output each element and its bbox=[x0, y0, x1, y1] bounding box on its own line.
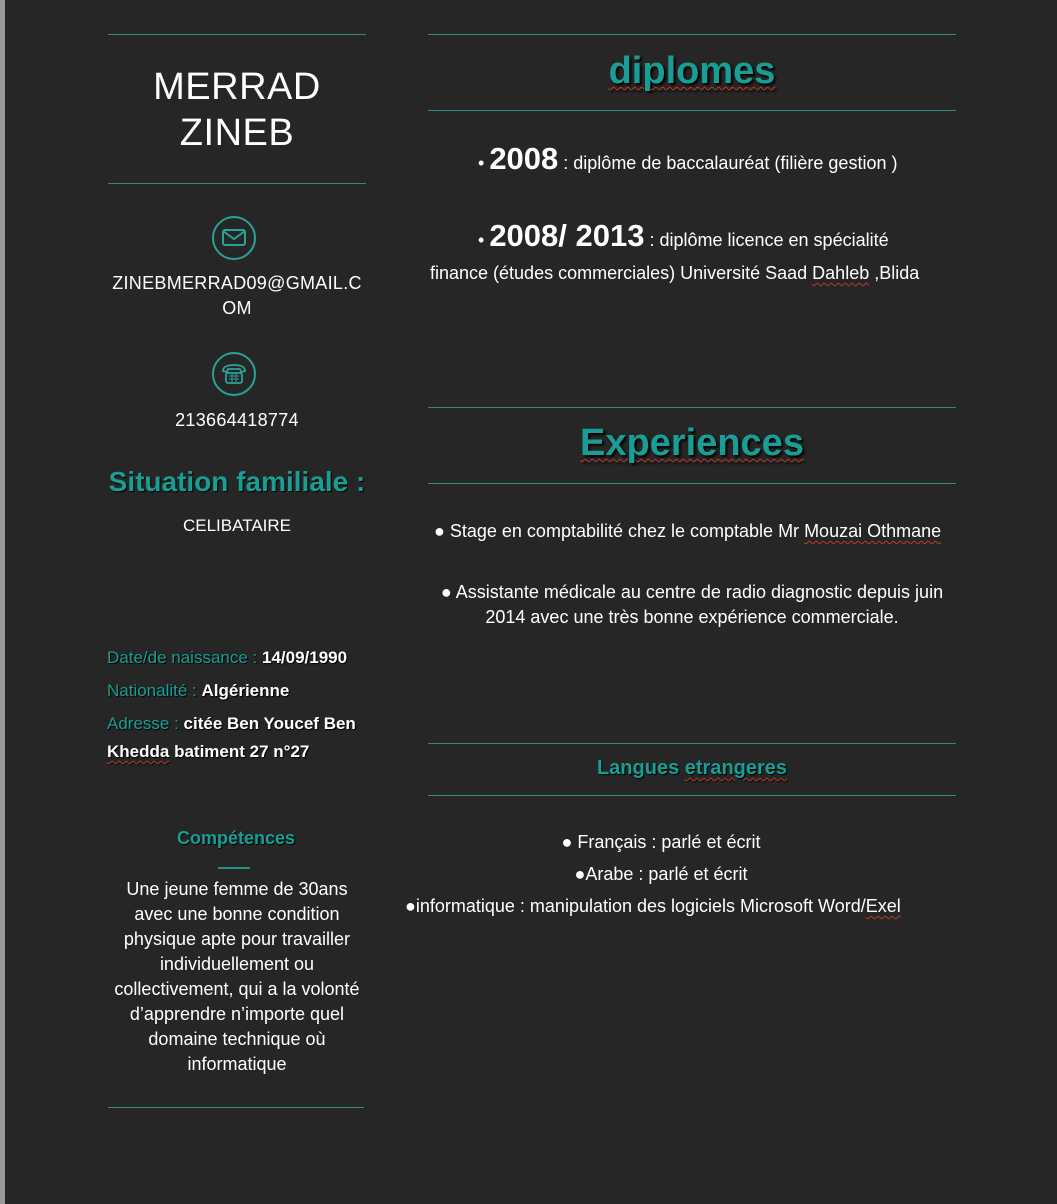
diplome-text-2-c: ,Blida bbox=[869, 263, 920, 283]
diplome-year-2: 2008/ 2013 bbox=[489, 218, 645, 253]
address-value-line2-b: batiment 27 n°27 bbox=[169, 742, 310, 761]
diplome-text-2-b: Dahleb bbox=[812, 263, 870, 283]
email-address[interactable] bbox=[104, 271, 370, 321]
envelope-icon bbox=[212, 216, 256, 260]
divider-under-name bbox=[108, 183, 366, 184]
competences-line: individuellement ou bbox=[159, 954, 315, 974]
email-line-2: OM bbox=[222, 298, 252, 318]
langues-title-b: etrangeres bbox=[684, 757, 788, 779]
divider-experiences-bottom bbox=[428, 483, 956, 484]
diplome-text-1: : diplôme de baccalauréat (filière gestion ) bbox=[558, 153, 898, 173]
address-value-line2-a: Khedda bbox=[107, 742, 170, 761]
situation-title: Situation familiale : bbox=[108, 466, 366, 497]
competences-text bbox=[104, 877, 370, 1077]
diplome-text-2-line1: : diplôme licence en spécialité bbox=[644, 230, 889, 250]
langue-item-2: ●Arabe : parlé et écrit bbox=[574, 864, 748, 884]
situation-value: CELIBATAIRE bbox=[182, 516, 291, 535]
divider-bottom-left bbox=[108, 1107, 364, 1108]
telephone-icon bbox=[212, 352, 256, 396]
competences-line: Une jeune femme de 30ans bbox=[126, 879, 348, 899]
experience-text-2-line2: 2014 avec une très bonne expérience commerciale. bbox=[485, 607, 899, 627]
divider-top-left bbox=[108, 34, 366, 35]
bullet: • bbox=[478, 230, 490, 250]
phone-number[interactable]: 213664418774 bbox=[175, 410, 299, 430]
competences-line: d’apprendre n’importe quel bbox=[129, 1004, 345, 1024]
competences-line: domaine technique où bbox=[148, 1029, 326, 1049]
birth-date-row bbox=[107, 641, 377, 674]
address-value-line1: citée Ben Youcef Ben bbox=[183, 714, 356, 733]
nationality-label: Nationalité : bbox=[107, 681, 202, 700]
divider-diplomes-top bbox=[428, 34, 956, 35]
divider-langues-top bbox=[428, 743, 956, 744]
name-first-line: MERRAD bbox=[153, 66, 321, 108]
nationality-value: Algérienne bbox=[201, 681, 290, 700]
langue-item-3-b: Exel bbox=[865, 896, 901, 916]
divider-langues-bottom bbox=[428, 795, 956, 796]
diplome-text-2-a: finance (études commerciales) Université Saad bbox=[430, 263, 813, 283]
name-block bbox=[108, 64, 366, 156]
birth-value: 14/09/1990 bbox=[261, 648, 348, 667]
experience-text-1: ● Stage en comptabilité chez le comptable Mr bbox=[434, 521, 805, 541]
diplome-item-1 bbox=[478, 141, 958, 176]
diplomes-title bbox=[428, 50, 956, 93]
competences-underline bbox=[218, 867, 250, 869]
competences-line: collectivement, qui a la volonté bbox=[114, 979, 360, 999]
address-label: Adresse : bbox=[107, 714, 184, 733]
email-line-1: ZINEBMERRAD09@GMAIL.C bbox=[112, 273, 362, 293]
langues-title-a: Langues bbox=[596, 757, 685, 779]
diplome-year-1: 2008 bbox=[489, 141, 559, 176]
competences-line: informatique bbox=[187, 1054, 287, 1074]
diplomes-title-text: diplomes bbox=[608, 50, 776, 92]
name-second-line: ZINEB bbox=[179, 112, 295, 154]
competences-line: physique apte pour travailler bbox=[123, 929, 351, 949]
experiences-title bbox=[428, 422, 956, 465]
experience-item-1 bbox=[434, 519, 964, 544]
address-row bbox=[107, 710, 377, 766]
bullet: • bbox=[478, 153, 490, 173]
langue-item-3-a: ●informatique : manipulation des logiciels Microsoft Word/ bbox=[405, 896, 866, 916]
birth-label: Date/de naissance : bbox=[107, 648, 262, 667]
langue-item-3 bbox=[405, 894, 965, 919]
experiences-title-text: Experiences bbox=[580, 422, 804, 464]
langue-item-1: ● Français : parlé et écrit bbox=[561, 832, 761, 852]
diplome-item-2 bbox=[478, 218, 958, 253]
competences-title: Compétences bbox=[176, 828, 296, 848]
experience-text-2-line1: ● Assistante médicale au centre de radio diagnostic depuis juin bbox=[440, 582, 944, 602]
divider-diplomes-bottom bbox=[428, 110, 956, 111]
langues-title bbox=[428, 757, 956, 780]
personal-info bbox=[107, 641, 377, 766]
page-left-edge bbox=[0, 0, 5, 1204]
diplome-item-2-line2 bbox=[430, 261, 956, 286]
experience-item-2 bbox=[428, 580, 956, 630]
competences-line: avec une bonne condition bbox=[134, 904, 340, 924]
experience-name: Mouzai Othmane bbox=[804, 521, 942, 541]
nationality-row bbox=[107, 674, 377, 707]
divider-experiences-top bbox=[428, 407, 956, 408]
